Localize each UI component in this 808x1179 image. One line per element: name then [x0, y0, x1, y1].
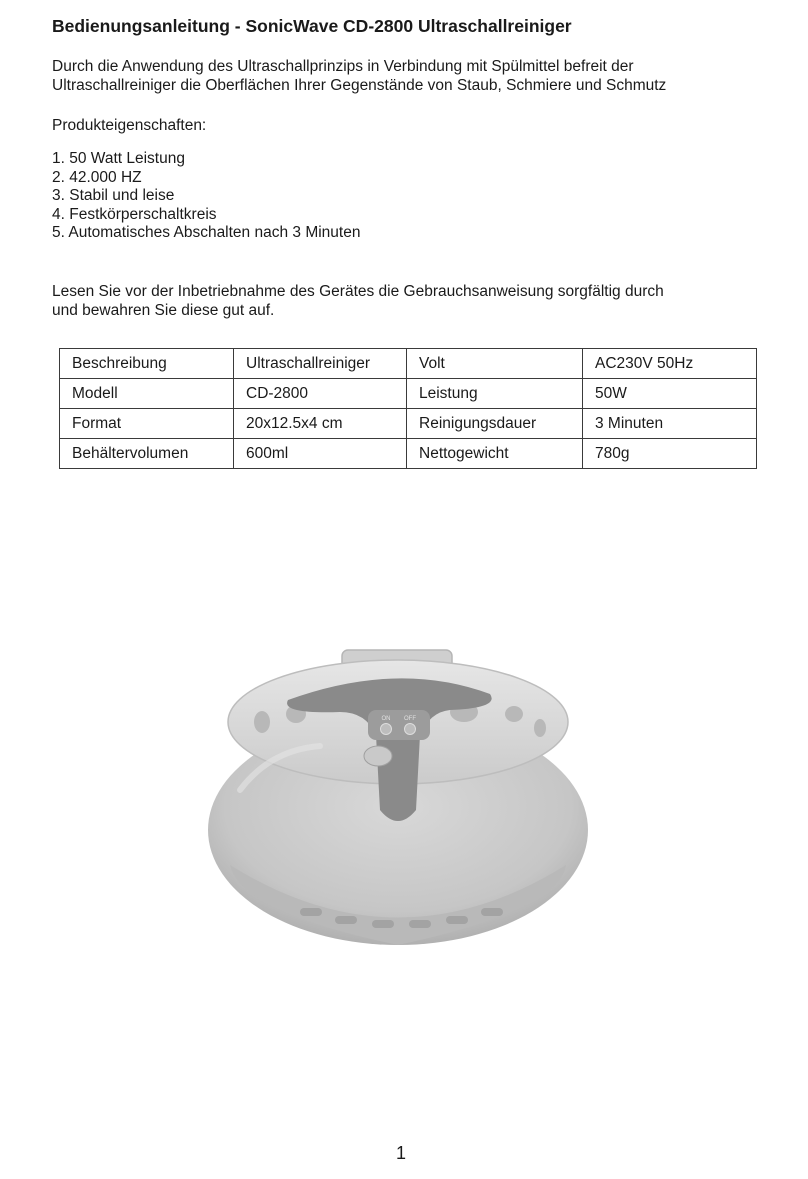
spec-label: Modell	[60, 379, 234, 409]
intro-line: Durch die Anwendung des Ultraschallprinzips in Verbindung mit Spülmittel befreit der	[52, 58, 634, 75]
feature-item: 1. 50 Watt Leistung	[52, 150, 185, 167]
control-panel	[368, 710, 430, 740]
table-row	[60, 379, 757, 409]
feature-item: 3. Stabil und leise	[52, 187, 175, 204]
spec-label: Beschreibung	[60, 349, 234, 379]
spec-value: 3 Minuten	[583, 409, 757, 439]
feature-item: 4. Festkörperschaltkreis	[52, 205, 217, 223]
features-heading: Produkteigenschaften:	[52, 117, 207, 134]
spec-label: Nettogewicht	[407, 439, 583, 469]
spec-label: Format	[60, 409, 234, 439]
spec-label: Reinigungsdauer	[407, 409, 583, 439]
feature-item: 2. 42.000 HZ	[52, 168, 142, 186]
on-button-icon	[381, 724, 392, 735]
notice-line: Lesen Sie vor der Inbetriebnahme des Gerätes die Gebrauchsanweisung sorgfältig durch	[52, 283, 664, 300]
specs-table	[59, 348, 757, 469]
spec-value: 50W	[583, 379, 757, 409]
device-button-label: ON	[381, 716, 391, 722]
notice-paragraph	[52, 282, 772, 320]
spec-value: Ultraschallreiniger	[234, 349, 407, 379]
spec-label: Behältervolumen	[60, 439, 234, 469]
product-photo	[200, 640, 600, 960]
feature-item: 5. Automatisches Abschalten nach 3 Minuten	[52, 224, 361, 241]
intro-paragraph	[52, 57, 772, 95]
device-button-label: OFF	[404, 716, 416, 722]
spec-value: 20x12.5x4 cm	[234, 409, 407, 439]
spec-value: 600ml	[234, 439, 407, 469]
spec-value: CD-2800	[234, 379, 407, 409]
table-row	[60, 349, 757, 379]
notice-line: und bewahren Sie diese gut auf.	[52, 302, 275, 319]
spec-label: Volt	[407, 349, 583, 379]
off-button-icon	[405, 724, 416, 735]
table-row	[60, 409, 757, 439]
lid-latch	[364, 746, 392, 766]
page-number: 1	[396, 1143, 407, 1163]
page-title: Bedienungsanleitung - SonicWave CD-2800 Ultraschallreiniger	[52, 16, 572, 36]
table-row	[60, 439, 757, 469]
intro-line: Ultraschallreiniger die Oberflächen Ihrer Gegenstände von Staub, Schmiere und Schmutz	[52, 77, 667, 94]
spec-value: AC230V 50Hz	[583, 349, 757, 379]
features-list	[52, 150, 360, 243]
spec-value: 780g	[583, 439, 757, 469]
spec-label: Leistung	[407, 379, 583, 409]
